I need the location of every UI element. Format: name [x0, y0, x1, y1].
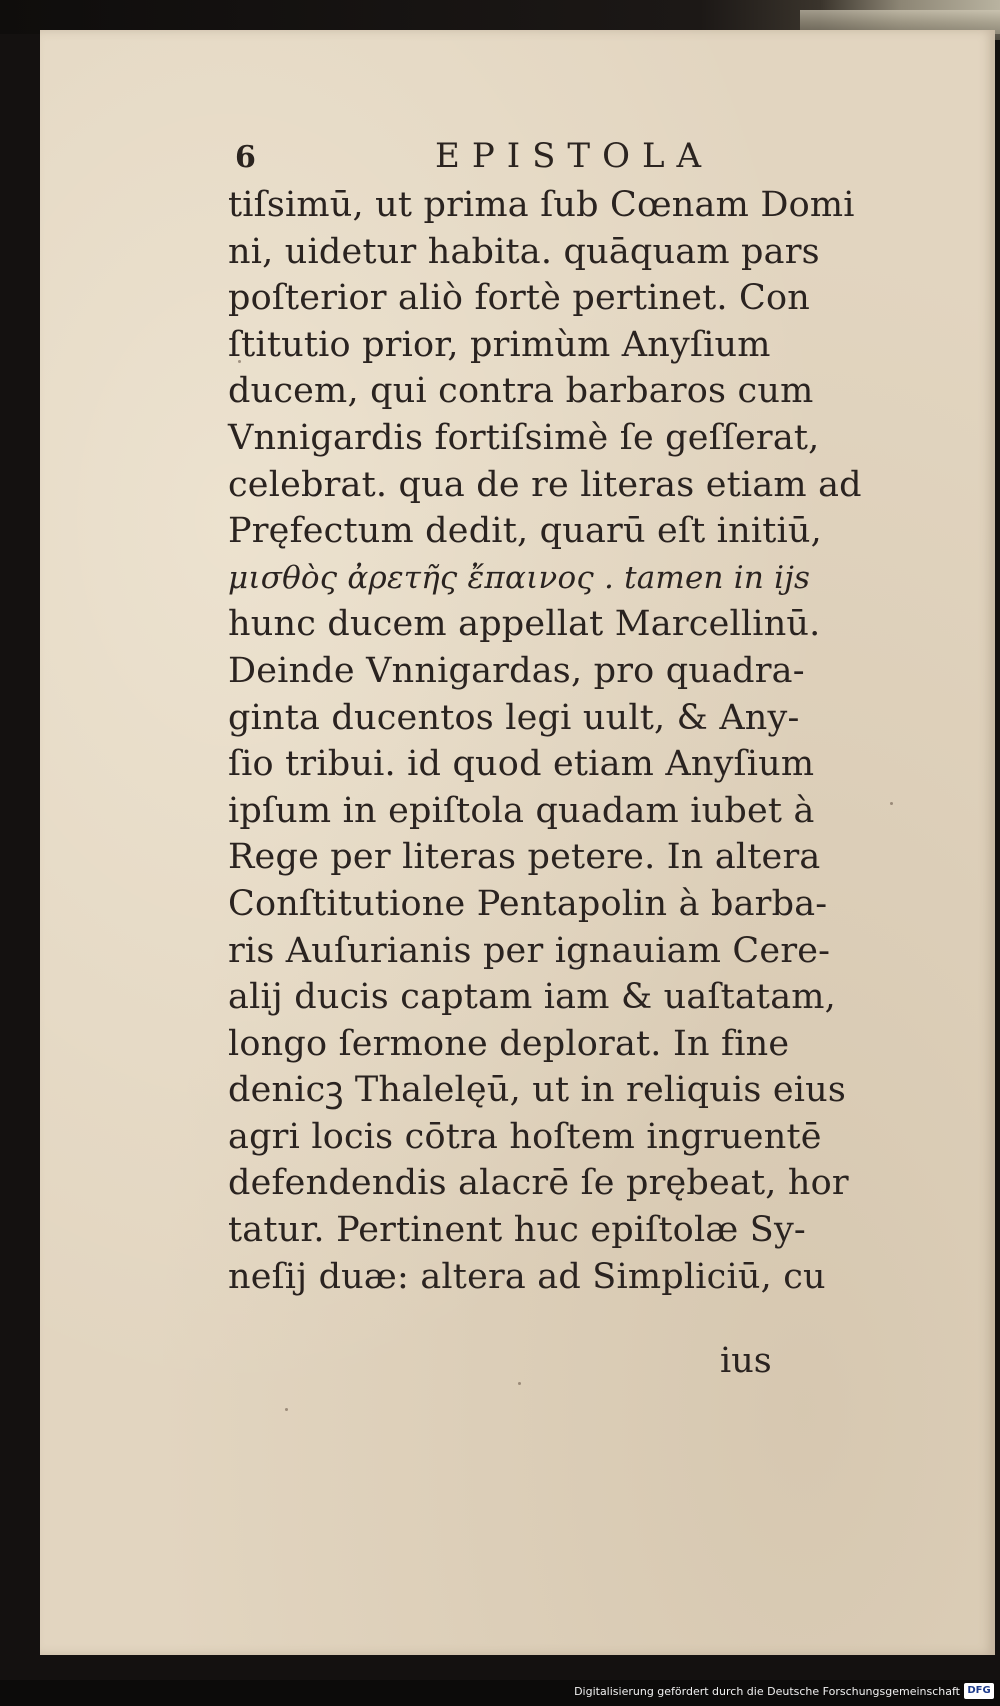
text-line: tatur. Pertinent huc epiſtolæ Sy- [228, 1210, 806, 1251]
text-line: ſio tribui. id quod etiam Anyſium [228, 744, 815, 785]
paper-speck [890, 802, 893, 805]
text-line: alij ducis captam iam & uaſtatam, [228, 977, 836, 1018]
text-line: Deinde Vnnigardas, pro quadra- [228, 650, 805, 691]
running-title: EPISTOLA [435, 136, 714, 176]
text-line: agri locis cōtra hoſtem ingruentē [228, 1116, 822, 1157]
page-header [235, 130, 795, 190]
paper-speck [518, 1382, 521, 1385]
text-line: longo ſermone deplorat. In fine [228, 1023, 790, 1064]
text-line: Rege per literas petere. In altera [228, 837, 821, 878]
footer-bar [0, 1680, 1000, 1706]
text-line: Conſtitutione Pentapolin à barba- [228, 883, 828, 924]
dfg-logo: DFG [964, 1683, 994, 1699]
text-line: celebrat. qua de re literas etiam ad [228, 464, 862, 505]
text-line: Vnnigardis fortiſsimè ſe geſſerat, [228, 417, 820, 458]
funding-credit: Digitalisierung gefördert durch die Deutsche Forschungsgemeinschaft [574, 1685, 960, 1698]
text-line: ipſum in epiſtola quadam iubet à [228, 790, 815, 831]
text-line: ſtitutio prior, primùm Anyſium [228, 324, 771, 365]
text-line: Pręfectum dedit, quarū eſt initiū, [228, 511, 822, 552]
text-line: ginta ducentos legi uult, & Any- [228, 697, 800, 738]
text-line: ris Auſurianis per ignauiam Cere- [228, 930, 831, 971]
text-line: denicꝫ Thalelęū, ut in reliquis eius [228, 1070, 847, 1111]
body-text [228, 182, 862, 1300]
catchword: ius [720, 1341, 772, 1381]
text-line-greek: μισθὸς ἀρετῆς ἔπαινος . tamen in ijs [228, 559, 811, 596]
text-line: ni, uidetur habita. quāquam pars [228, 231, 820, 272]
text-line: neſij duæ: altera ad Simpliciū, cu [228, 1256, 826, 1297]
text-line: ducem, qui contra barbaros cum [228, 371, 814, 412]
text-line: tiſsimū, ut prima ſub Cœnam Domi [228, 185, 855, 225]
text-line: hunc ducem appellat Marcellinū. [228, 604, 821, 645]
text-line: defendendis alacrē ſe prębeat, hor [228, 1163, 849, 1204]
page-number: 6 [235, 140, 256, 175]
paper-speck [285, 1408, 288, 1411]
text-line: poſterior aliò fortè pertinet. Con [228, 278, 811, 319]
